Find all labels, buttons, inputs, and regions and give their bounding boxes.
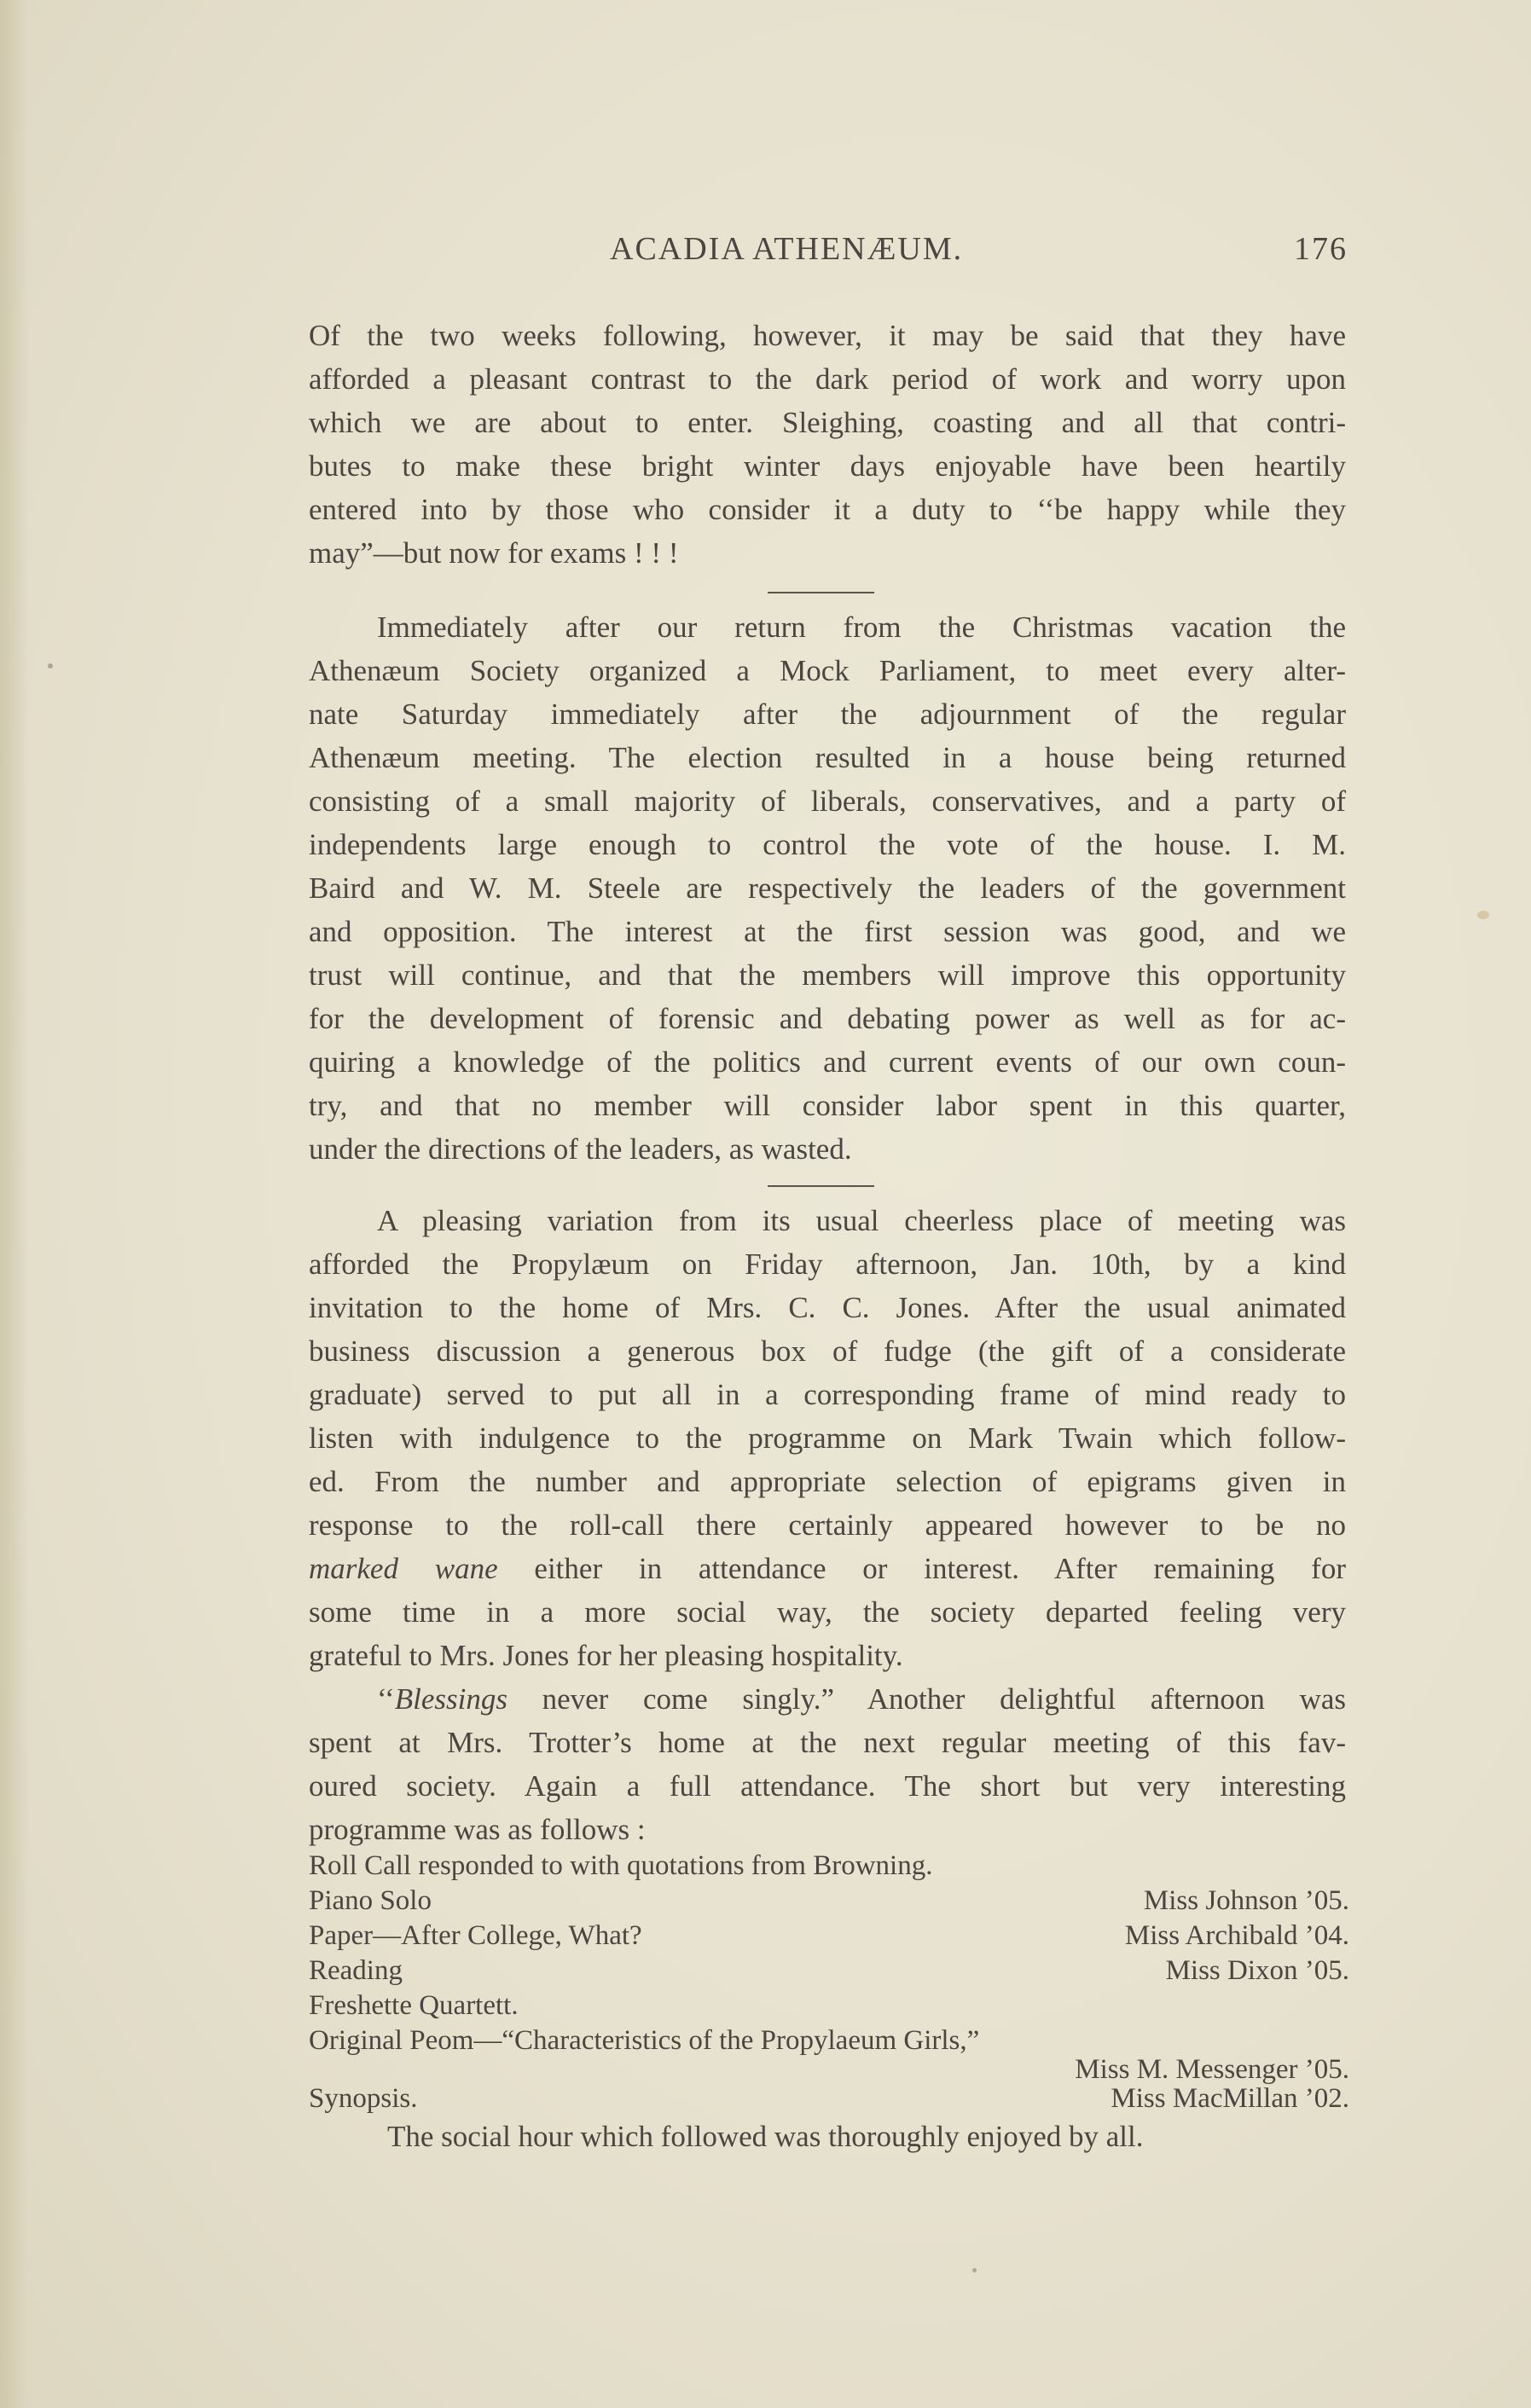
closing-line: The social hour which followed was thoroughly enjoyed by all. (387, 2120, 1144, 2153)
programme-list (309, 1849, 1349, 2116)
programme-item: Paper—After College, What? (309, 1920, 642, 1951)
text-line: independents large enough to control the vote of the house. I. M. (309, 828, 1346, 861)
text-line: ‘‘Blessings never come singly.” Another delightful afternoon was (377, 1682, 1346, 1716)
running-header (307, 230, 1348, 278)
text-line: trust will continue, and that the members will improve this opportunity (309, 958, 1346, 992)
paragraph-propylaeum (309, 1199, 1346, 1677)
text-line: oured society. Again a full attendance. The short but very interesting (309, 1769, 1346, 1803)
header-title: ACADIA ATHENÆUM. (610, 231, 964, 267)
text-line: may”—but now for exams ! ! ! (309, 536, 679, 570)
paragraph-blessings (309, 1677, 1346, 1851)
text-line: which we are about to enter. Sleighing, coasting and all that contri- (309, 406, 1346, 439)
programme-row (309, 1849, 1349, 1884)
text-line: grateful to Mrs. Jones for her pleasing hospitality. (309, 1639, 903, 1672)
text-line: listen with indulgence to the programme on Mark Twain which follow- (309, 1421, 1346, 1455)
programme-row (309, 2052, 1349, 2085)
text-line: marked wane either in attendance or interest. After remaining for (309, 1552, 1346, 1585)
programme-row (309, 2081, 1349, 2116)
text-line: Athenæum meeting. The election resulted in a house being returned (309, 741, 1346, 774)
text-line: nate Saturday immediately after the adjournment of the regular (309, 698, 1346, 731)
programme-item: Reading (309, 1955, 403, 1986)
text-line: Baird and W. M. Steele are respectively the leaders of the government (309, 871, 1346, 905)
programme-performer: Miss Archibald ’04. (1124, 1920, 1349, 1951)
text-line: Immediately after our return from the Christmas vacation the (377, 611, 1346, 644)
programme-performer: Miss Dixon ’05. (1165, 1955, 1349, 1986)
text-line: for the development of forensic and debating power as well as for ac- (309, 1002, 1346, 1035)
text-line: and opposition. The interest at the first session was good, and we (309, 915, 1346, 948)
text-line: ed. From the number and appropriate selection of epigrams given in (309, 1465, 1346, 1498)
text-line: try, and that no member will consider labor spent in this quarter, (309, 1089, 1346, 1122)
text-line: entered into by those who consider it a duty to ‘‘be happy while they (309, 493, 1346, 526)
programme-row (309, 1919, 1349, 1954)
programme-item: Synopsis. (309, 2083, 418, 2114)
text-line: quiring a knowledge of the politics and current events of our own coun- (309, 1045, 1346, 1079)
programme-row (309, 2023, 1349, 2056)
text-line: response to the roll-call there certainly appeared however to be no (309, 1508, 1346, 1542)
programme-performer: Miss MacMillan ’02. (1111, 2083, 1349, 2114)
text-line: Athenæum Society organized a Mock Parliament, to meet every alter- (309, 654, 1346, 687)
paper-speck (972, 2268, 977, 2272)
text-line: spent at Mrs. Trotter’s home at the next regular meeting of this fav- (309, 1726, 1346, 1759)
section-divider (768, 592, 874, 593)
programme-performer: Miss Johnson ’05. (1143, 1885, 1349, 1916)
text-line: afforded the Propylæum on Friday afternoon, Jan. 10th, by a kind (309, 1247, 1346, 1281)
paragraph-exams (309, 314, 1346, 575)
text-line: business discussion a generous box of fudge (the gift of a considerate (309, 1334, 1346, 1368)
programme-performer: Miss M. Messenger ’05. (1075, 2054, 1349, 2085)
programme-row (309, 1884, 1349, 1919)
programme-row (309, 1954, 1349, 1988)
text-line: butes to make these bright winter days enjoyable have been heartily (309, 449, 1346, 483)
italic-phrase: Blessings (394, 1682, 507, 1716)
page-number: 176 (1294, 231, 1348, 267)
programme-row (309, 1988, 1349, 2023)
programme-item: Original Peom—“Characteristics of the Propylaeum Girls,” (309, 2025, 980, 2056)
text-line: under the directions of the leaders, as wasted. (309, 1132, 852, 1166)
text-line: A pleasing variation from its usual cheerless place of meeting was (377, 1204, 1346, 1237)
text-line: consisting of a small majority of liberals, conservatives, and a party of (309, 784, 1346, 818)
paper-speck (48, 663, 53, 669)
programme-item: Piano Solo (309, 1885, 432, 1916)
programme-item: Roll Call responded to with quotations from Browning. (309, 1850, 933, 1881)
text-line: invitation to the home of Mrs. C. C. Jones. After the usual animated (309, 1291, 1346, 1324)
text-line: some time in a more social way, the society departed feeling very (309, 1595, 1346, 1629)
text-line: graduate) served to put all in a corresponding frame of mind ready to (309, 1378, 1346, 1411)
text-line: Of the two weeks following, however, it may be said that they have (309, 319, 1346, 352)
text-line: programme was as follows : (309, 1813, 646, 1846)
section-divider (768, 1185, 874, 1187)
paragraph-mock-parliament (309, 605, 1346, 1171)
paper-stain (1477, 911, 1489, 919)
italic-phrase: marked wane (309, 1552, 498, 1585)
programme-item: Freshette Quartett. (309, 1990, 519, 2021)
text-line: afforded a pleasant contrast to the dark period of work and worry upon (309, 362, 1346, 396)
